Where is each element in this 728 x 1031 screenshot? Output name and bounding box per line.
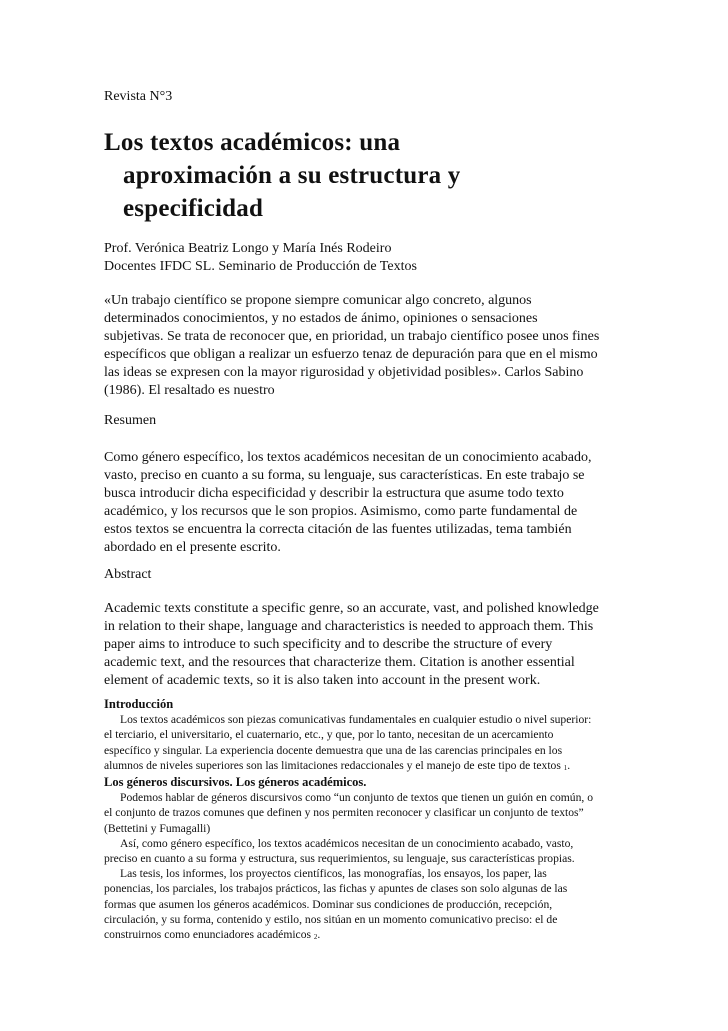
epigraph-line: «Un trabajo científico se propone siempre comunicar algo concreto, algunos (104, 293, 532, 308)
intro-line: Los textos académicos son piezas comunicativas fundamentales en cualquier estudio o nivel superior: (120, 713, 592, 727)
abstract-line: academic text, and the resources that characterize them. Citation is another essential (104, 655, 575, 670)
abstract-heading: Abstract (104, 567, 152, 582)
resumen-line: vasto, preciso en cuanto a su forma, su lenguaje, sus características. En este trabajo se (104, 468, 585, 483)
intro-line-with-footnote: alumnos de niveles superiores son las limitaciones redaccionales y el manejo de este tipo de textos $_1$. (104, 758, 571, 772)
intro-line: específico y singular. La experiencia docente demuestra que una de las carencias principales en los (104, 743, 563, 757)
epigraph-line: subjetivas. Se trata de reconocer que, en prioridad, un trabajo científico posee unos fines (104, 329, 600, 344)
genres-line-with-footnote: construirnos como enunciadores académicos $_2$. (104, 928, 321, 942)
resumen-line: Como género específico, los textos académicos necesitan de un conocimiento acabado, (104, 450, 592, 465)
resumen-line: estos textos se encuentra la correcta citación de las fuentes utilizadas, tema también (104, 522, 572, 537)
title-line-1: Los textos académicos: una (104, 129, 401, 156)
title-line-3: especificidad (123, 195, 264, 222)
authors-names: Prof. Verónica Beatriz Longo y María Inés Rodeiro (104, 241, 392, 256)
abstract-line: paper aims to introduce to such specificity and to describe the structure of every (104, 637, 553, 652)
epigraph-line: determinados conocimientos, y no estados de ánimo, opiniones o sensaciones (104, 311, 538, 326)
intro-heading: Introducción (104, 697, 174, 711)
article-title (104, 126, 634, 225)
genres-line: ponencias, los parciales, los trabajos prácticos, las fichas y apuntes de clases son solo algunas de las (104, 882, 568, 896)
abstract-line: Academic texts constitute a specific genre, so an accurate, vast, and polished knowledge (104, 601, 599, 616)
intro-line: alumnos de niveles superiores son las limitaciones redaccionales y el manejo de este tipo de textos (104, 758, 561, 772)
genres-line: construirnos como enunciadores académicos (104, 928, 312, 942)
epigraph-line: las ideas se expresen con la mayor rigurosidad y objetividad posibles». Carlos Sabino (104, 365, 584, 380)
intro-line: el terciario, el universitario, el cuaternario, etc., y que, por lo tanto, necesitan de un acercamiento (104, 728, 554, 742)
genres-line: preciso en cuanto a su forma y estructura, sus requerimientos, su lenguaje, sus características propias. (104, 852, 575, 866)
epigraph-quote (104, 292, 632, 400)
resumen-paragraph (104, 449, 632, 557)
genres-line: Así, como género específico, los textos académicos necesitan de un conocimiento acabado, vasto, (120, 836, 574, 850)
authors-block (104, 240, 417, 276)
genres-line: el conjunto de trazos comunes que definen y nos permiten reconocer y clasificar un conjunto de textos” (104, 806, 584, 820)
genres-line: Podemos hablar de géneros discursivos como “un conjunto de textos que tienen un guión en común, o (120, 791, 593, 805)
abstract-line: element of academic texts, so it is also taken into account in the present work. (104, 673, 541, 688)
epigraph-line: (1986). El resaltado es nuestro (104, 383, 275, 398)
epigraph-line: específicos que obligan a realizar un esfuerzo tenaz de depuración para que en el mismo (104, 347, 598, 362)
genres-line: (Bettetini y Fumagalli) (104, 821, 211, 835)
resumen-line: abordado en el presente escrito. (104, 540, 281, 555)
footnote-ref-2[interactable]: 2 (313, 933, 318, 942)
introduction-section (104, 697, 634, 944)
abstract-line: in relation to their shape, language and characteristics is needed to approach them. This (104, 619, 594, 634)
journal-issue: Revista N°3 (104, 89, 173, 104)
resumen-line: académico, y los recursos que le son propios. Asimismo, como parte fundamental de (104, 504, 578, 519)
authors-affiliation: Docentes IFDC SL. Seminario de Producción de Textos (104, 259, 417, 274)
genres-line: formas que asumen los géneros académicos. Dominar sus condiciones de producción, recepción, (104, 897, 553, 911)
genres-heading: Los géneros discursivos. Los géneros académicos. (104, 775, 367, 790)
footnote-ref-1[interactable]: 1 (563, 763, 568, 772)
abstract-paragraph (104, 600, 632, 690)
genres-line: circulación, y su forma, contenido y estilo, nos sitúan en un momento comunicativo preciso: el de (104, 912, 558, 926)
resumen-heading: Resumen (104, 413, 157, 428)
resumen-line: busca introducir dicha especificidad y describir la estructura que asume todo texto (104, 486, 564, 501)
genres-line: Las tesis, los informes, los proyectos científicos, las monografías, los ensayos, los paper, las (120, 867, 547, 881)
title-line-2: aproximación a su estructura y (123, 162, 461, 189)
